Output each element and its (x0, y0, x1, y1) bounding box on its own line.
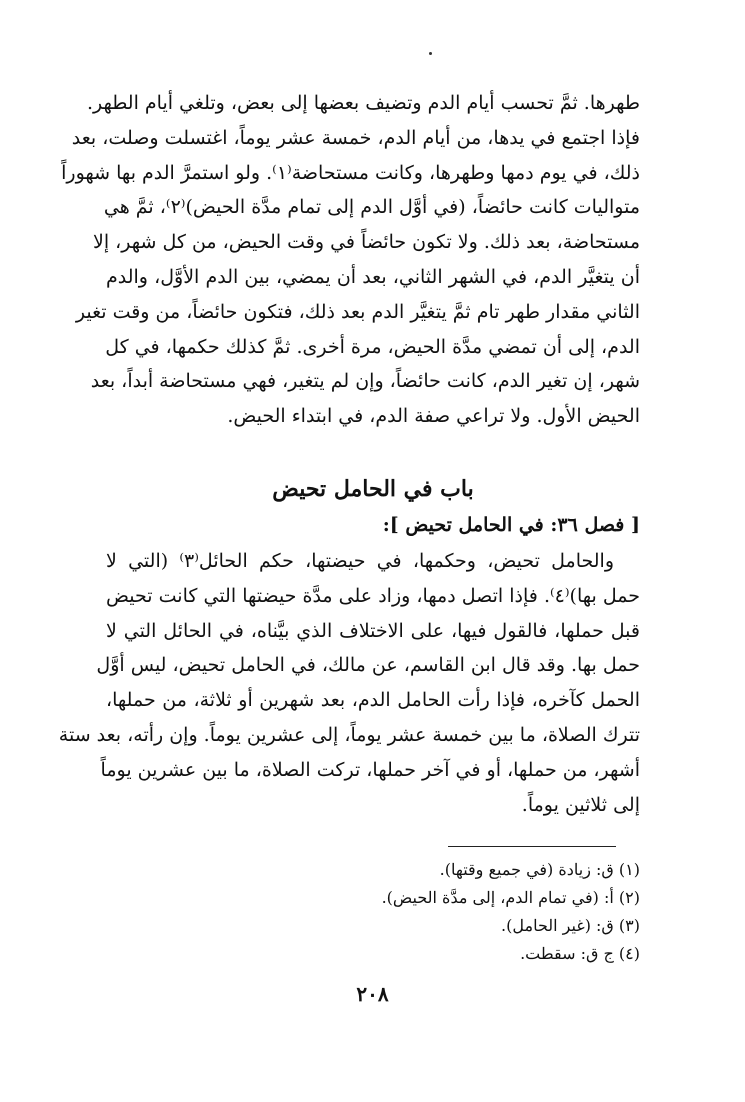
footnote-divider (448, 846, 616, 847)
text-line: أشهر، من حملها، أو في آخر حملها، تركت الصلاة، ما بين عشرين يوماً (100, 758, 640, 781)
text-line: والحامل تحيض، وحكمها، في حيضتها، حكم الحائل⁽٣⁾ (التي لا (106, 549, 614, 572)
page-body (58, 86, 640, 822)
text-line: الثاني مقدار طهر تام ثمَّ يتغيَّر الدم بعد ذلك، فتكون حائضاً، من وقت تغير (75, 300, 640, 323)
text-line: أن يتغيَّر الدم، في الشهر الثاني، بعد أن يمضي، بين الدم الأوَّل، والدم (106, 265, 640, 288)
section-title: [ فصل ٣٦: في الحامل تحيض ]: (382, 513, 640, 536)
page-number: ٢٠٨ (356, 982, 389, 1006)
text-line: فإذا اجتمع في يدها، من أيام الدم، خمسة عشر يوماً، اغتسلت وصلت، بعد (71, 126, 640, 149)
footnotes (300, 856, 640, 968)
text-line: ذلك، في يوم دمها وطهرها، وكانت مستحاضة⁽١⁾. ولو استمرَّ الدم بها شهوراً (61, 161, 640, 184)
text-line: حمل بها)⁽٤⁾. فإذا اتصل دمها، وزاد على مدَّة حيضتها التي كانت تحيض (106, 584, 640, 607)
footnote: (١) ق: زيادة (في جميع وقتها). (439, 860, 640, 879)
footnote: (٢) أ: (في تمام الدم، إلى مدَّة الحيض). (381, 888, 640, 907)
chapter-heading: باب في الحامل تحيض (272, 475, 474, 502)
paragraph-1 (61, 86, 640, 434)
text-line: قبل حملها، فالقول فيها، على الاختلاف الذي بيَّناه، في الحائل التي لا (106, 619, 640, 642)
text-line: الحيض الأول. ولا تراعي صفة الدم، في ابتداء الحيض. (227, 405, 640, 428)
text-line: متواليات كانت حائضاً، (في أوَّل الدم إلى تمام مدَّة الحيض)⁽٢⁾، ثمَّ هي (103, 196, 640, 219)
text-line: شهر، إن تغير الدم، كانت حائضاً، وإن لم يتغير، فهي مستحاضة أبداً، بعد (90, 370, 640, 393)
paragraph-2 (58, 544, 640, 822)
text-line: إلى ثلاثين يوماً. (521, 793, 640, 816)
page-dot (429, 52, 432, 55)
text-line: الدم، إلى أن تمضي مدَّة الحيض، مرة أخرى. ثمَّ كذلك حكمها، في كل (105, 335, 640, 358)
footnote: (٤) ج ق: سقطت. (520, 944, 640, 963)
text-line: طهرها. ثمَّ تحسب أيام الدم وتضيف بعضها إلى بعض، وتلغي أيام الطهر. (86, 92, 640, 114)
text-line: الحمل كآخره، فإذا رأت الحامل الدم، بعد شهرين أو ثلاثة، من حملها، (106, 689, 640, 712)
text-line: مستحاضة، بعد ذلك. ولا تكون حائضاً في وقت الحيض، من كل شهر، إلا (92, 231, 640, 254)
text-line: حمل بها. وقد قال ابن القاسم، عن مالك، في الحامل تحيض، ليس أوَّل (96, 654, 640, 677)
footnote: (٣) ق: (غير الحامل). (501, 916, 640, 935)
text-line: تترك الصلاة، ما بين خمسة عشر يوماً، إلى عشرين يوماً. وإن رأته، بعد ستة (58, 723, 640, 746)
